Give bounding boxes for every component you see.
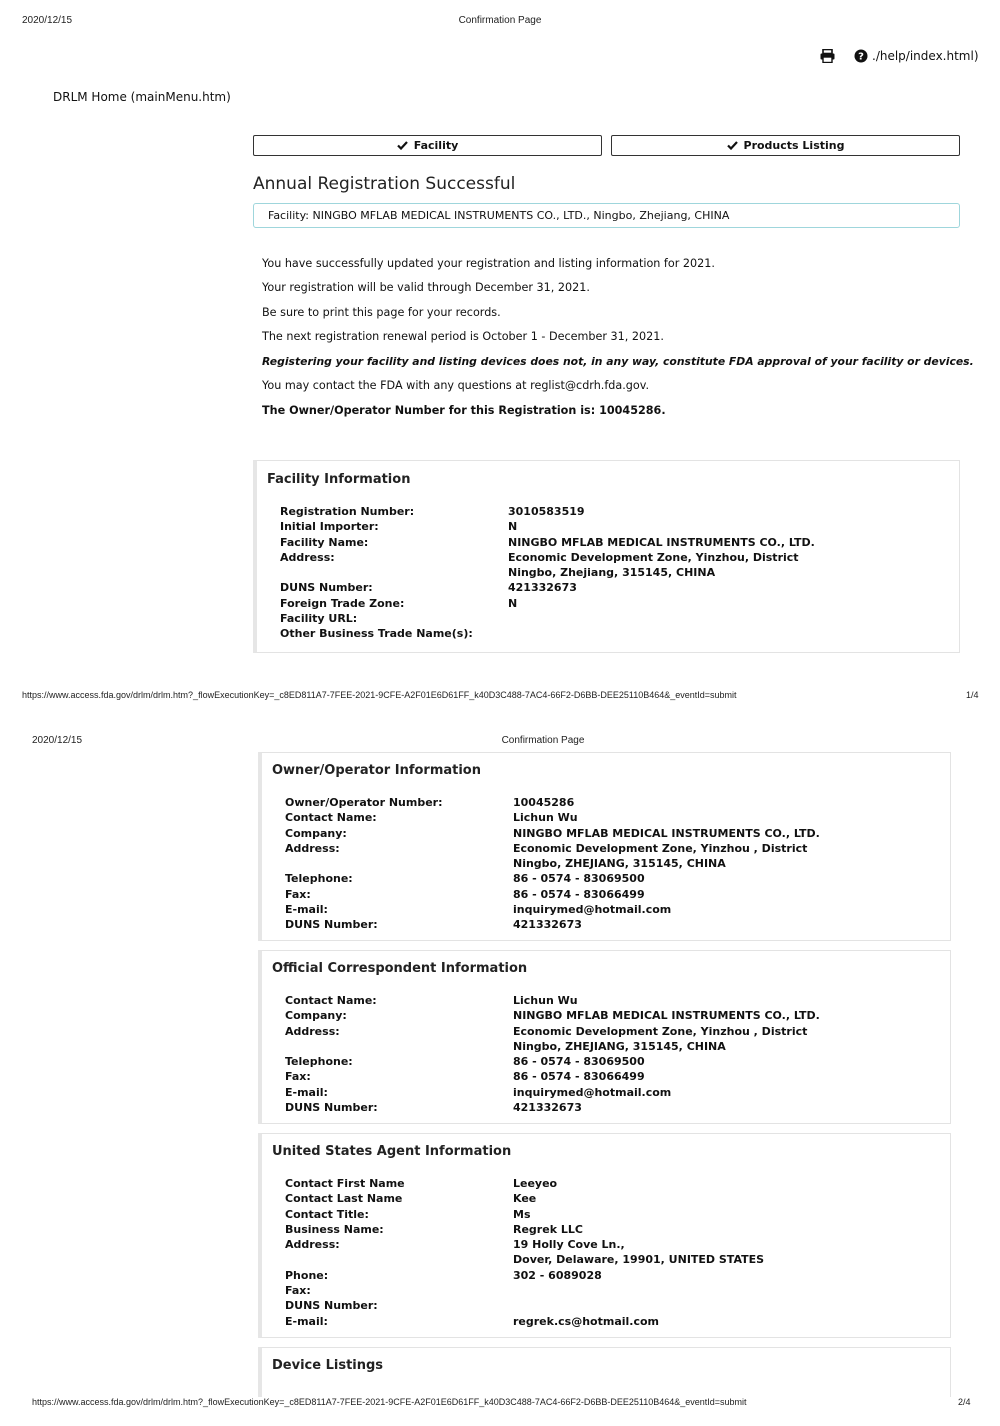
info-value: NINGBO MFLAB MEDICAL INSTRUMENTS CO., LTD. bbox=[513, 1009, 820, 1023]
info-label bbox=[280, 565, 508, 580]
info-value: inquirymed@hotmail.com bbox=[513, 1085, 672, 1099]
info-value: Economic Development Zone, Yinzhou , District bbox=[513, 841, 808, 855]
info-value: 86 - 0574 - 83066499 bbox=[513, 1070, 645, 1084]
print-button[interactable] bbox=[820, 49, 835, 63]
info-value: Ningbo, ZHEJIANG, 315145, CHINA bbox=[513, 1039, 726, 1053]
panel-title: Device Listings bbox=[272, 1358, 384, 1373]
help-link-label: ./help/index.html) bbox=[872, 49, 979, 63]
info-label: Foreign Trade Zone: bbox=[280, 596, 405, 610]
tab-products-listing[interactable] bbox=[611, 135, 960, 156]
print-icon bbox=[820, 49, 835, 63]
info-row bbox=[280, 565, 815, 580]
correspondent-info-rows bbox=[285, 993, 820, 1115]
info-row bbox=[285, 1283, 764, 1298]
info-label: Fax: bbox=[285, 1070, 311, 1084]
info-label: Address: bbox=[285, 1238, 340, 1252]
print-header-title: Confirmation Page bbox=[458, 15, 542, 26]
facility-alert bbox=[253, 203, 960, 228]
info-label: DUNS Number: bbox=[285, 1101, 378, 1115]
info-label: Contact Title: bbox=[285, 1207, 369, 1221]
info-row bbox=[285, 810, 820, 825]
print-footer-url: https://www.access.fda.gov/drlm/drlm.htm?_flowExecutionKey=_c8ED811A7-7FEE-2021-9CFE-A2F01E6D61FF_k40D3C488-7AC4-66F2-D6BB-DEE25110B464&_eventId=submit bbox=[22, 690, 737, 700]
owner-info-rows bbox=[285, 795, 820, 933]
tab-products-listing-label: Products Listing bbox=[743, 139, 845, 152]
info-row bbox=[285, 795, 820, 810]
info-label: Address: bbox=[280, 550, 335, 564]
info-value: Lichun Wu bbox=[513, 994, 578, 1007]
info-label: Registration Number: bbox=[280, 505, 415, 518]
print-header-date: 2020/12/15 bbox=[32, 735, 83, 746]
info-label: Telephone: bbox=[285, 1055, 353, 1069]
info-value: Lichun Wu bbox=[513, 811, 578, 825]
info-value: 302 - 6089028 bbox=[513, 1268, 602, 1282]
info-label: Company: bbox=[285, 1009, 347, 1023]
info-label: Contact Last Name bbox=[285, 1192, 403, 1206]
info-value: 10045286 bbox=[513, 796, 575, 809]
info-label: E-mail: bbox=[285, 903, 328, 917]
question-circle-icon bbox=[854, 49, 868, 63]
tab-facility-label: Facility bbox=[413, 139, 459, 152]
info-value: Ningbo, Zhejiang, 315145, CHINA bbox=[508, 566, 716, 580]
info-row bbox=[285, 1222, 764, 1237]
info-row bbox=[285, 917, 820, 932]
info-label: Contact Name: bbox=[285, 811, 377, 825]
info-label: Other Business Trade Name(s): bbox=[280, 627, 473, 641]
contact-message: You may contact the FDA with any questions at reglist@cdrh.fda.gov. bbox=[262, 379, 650, 392]
info-label bbox=[285, 1039, 513, 1054]
info-label: Contact Name: bbox=[285, 994, 377, 1007]
info-value: Ms bbox=[513, 1207, 531, 1221]
info-row bbox=[285, 1298, 764, 1313]
info-label: Fax: bbox=[285, 1284, 311, 1298]
info-row bbox=[280, 535, 815, 550]
info-row bbox=[285, 1039, 820, 1054]
info-row bbox=[285, 887, 820, 902]
info-label: DUNS Number: bbox=[285, 918, 378, 932]
agent-info-rows bbox=[285, 1176, 764, 1329]
info-row bbox=[285, 1237, 764, 1252]
info-label: Contact First Name bbox=[285, 1177, 405, 1190]
info-label: Fax: bbox=[285, 887, 311, 901]
info-label: Telephone: bbox=[285, 872, 353, 886]
info-value: NINGBO MFLAB MEDICAL INSTRUMENTS CO., LTD. bbox=[513, 826, 820, 840]
tab-facility[interactable] bbox=[253, 135, 602, 156]
print-footer-page: 2/4 bbox=[958, 1397, 971, 1407]
renewal-period-message: The next registration renewal period is October 1 - December 31, 2021. bbox=[262, 330, 664, 343]
info-value: N bbox=[508, 596, 518, 610]
info-row bbox=[285, 993, 820, 1008]
info-row bbox=[285, 902, 820, 917]
info-label: Facility URL: bbox=[280, 612, 358, 626]
info-value: Economic Development Zone, Yinzhou, District bbox=[508, 550, 799, 564]
info-value: Ningbo, ZHEJIANG, 315145, CHINA bbox=[513, 857, 726, 871]
print-header-title: Confirmation Page bbox=[501, 735, 585, 746]
info-row bbox=[285, 1008, 820, 1023]
info-value: N bbox=[508, 520, 518, 534]
info-row bbox=[285, 1024, 820, 1039]
info-label: Company: bbox=[285, 826, 347, 840]
svg-text:?: ? bbox=[858, 51, 864, 63]
info-value: 421332673 bbox=[508, 581, 577, 595]
info-label: Owner/Operator Number: bbox=[285, 796, 443, 809]
info-value: 86 - 0574 - 83069500 bbox=[513, 872, 645, 886]
valid-through-message: Your registration will be valid through December 31, 2021. bbox=[262, 281, 590, 294]
facility-information-panel bbox=[253, 460, 960, 653]
info-value: 19 Holly Cove Ln., bbox=[513, 1238, 625, 1252]
info-row bbox=[285, 1191, 764, 1206]
panel-title: Owner/Operator Information bbox=[272, 763, 481, 778]
info-row bbox=[285, 1314, 764, 1329]
info-row bbox=[280, 596, 815, 611]
check-icon bbox=[727, 141, 738, 150]
info-row bbox=[285, 1207, 764, 1222]
print-footer-url: https://www.access.fda.gov/drlm/drlm.htm?_flowExecutionKey=_c8ED811A7-7FEE-2021-9CFE-A2F01E6D61FF_k40D3C488-7AC4-66F2-D6BB-DEE25110B464&_eventId=submit bbox=[32, 1397, 747, 1407]
panel-title: Official Correspondent Information bbox=[272, 961, 528, 976]
info-label: DUNS Number: bbox=[285, 1299, 378, 1313]
print-header-date: 2020/12/15 bbox=[22, 15, 73, 26]
info-label: Business Name: bbox=[285, 1222, 384, 1236]
info-row bbox=[285, 1085, 820, 1100]
info-row bbox=[280, 519, 815, 534]
info-value: inquirymed@hotmail.com bbox=[513, 903, 672, 917]
owner-operator-message: The Owner/Operator Number for this Registration is: 10045286. bbox=[262, 404, 666, 417]
info-value: 421332673 bbox=[513, 918, 582, 932]
info-value: Dover, Delaware, 19901, UNITED STATES bbox=[513, 1253, 765, 1267]
info-row bbox=[285, 1268, 764, 1283]
info-value: 421332673 bbox=[513, 1101, 582, 1115]
info-row bbox=[280, 626, 815, 641]
info-row bbox=[280, 504, 815, 519]
info-row bbox=[285, 1054, 820, 1069]
disclaimer-message: Registering your facility and listing devices does not, in any way, constitute FDA approval of your facility or devices. bbox=[262, 355, 974, 368]
info-value: 86 - 0574 - 83069500 bbox=[513, 1055, 645, 1069]
print-footer-page: 1/4 bbox=[966, 690, 979, 700]
home-link[interactable]: DRLM Home (mainMenu.htm) bbox=[53, 90, 231, 104]
info-value: regrek.cs@hotmail.com bbox=[513, 1314, 659, 1328]
info-label: Address: bbox=[285, 841, 340, 855]
print-reminder-message: Be sure to print this page for your records. bbox=[262, 306, 501, 319]
help-link[interactable] bbox=[854, 49, 979, 63]
info-label: E-mail: bbox=[285, 1085, 328, 1099]
info-row bbox=[285, 856, 820, 871]
device-listings-panel bbox=[258, 1347, 951, 1397]
info-row bbox=[280, 580, 815, 595]
info-value: 3010583519 bbox=[508, 505, 585, 518]
info-label: DUNS Number: bbox=[280, 581, 373, 595]
info-value: Kee bbox=[513, 1192, 537, 1206]
page-title: Annual Registration Successful bbox=[253, 174, 516, 194]
info-row bbox=[280, 550, 815, 565]
info-row bbox=[285, 1100, 820, 1115]
info-row bbox=[280, 611, 815, 626]
info-label: E-mail: bbox=[285, 1314, 328, 1328]
info-label: Address: bbox=[285, 1024, 340, 1038]
info-label bbox=[285, 856, 513, 871]
info-row bbox=[285, 826, 820, 841]
info-value: NINGBO MFLAB MEDICAL INSTRUMENTS CO., LTD. bbox=[508, 535, 815, 549]
info-row bbox=[285, 841, 820, 856]
panel-title: Facility Information bbox=[267, 472, 411, 487]
info-label: Facility Name: bbox=[280, 535, 369, 549]
official-correspondent-panel bbox=[258, 950, 951, 1124]
info-row bbox=[285, 1176, 764, 1191]
info-value: 86 - 0574 - 83066499 bbox=[513, 887, 645, 901]
check-icon bbox=[397, 141, 408, 150]
info-label: Phone: bbox=[285, 1268, 329, 1282]
info-label bbox=[285, 1252, 513, 1267]
info-row bbox=[285, 871, 820, 886]
owner-operator-panel bbox=[258, 752, 951, 941]
info-value: Leeyeo bbox=[513, 1177, 558, 1190]
info-label: Initial Importer: bbox=[280, 520, 379, 534]
success-message: You have successfully updated your registration and listing information for 2021. bbox=[262, 257, 715, 270]
us-agent-panel bbox=[258, 1133, 951, 1338]
info-value: Economic Development Zone, Yinzhou , District bbox=[513, 1024, 808, 1038]
facility-info-rows bbox=[280, 504, 815, 642]
info-value: Regrek LLC bbox=[513, 1222, 583, 1236]
facility-alert-text: Facility: NINGBO MFLAB MEDICAL INSTRUMENTS CO., LTD., Ningbo, Zhejiang, CHINA bbox=[268, 209, 730, 222]
info-row bbox=[285, 1069, 820, 1084]
info-row bbox=[285, 1252, 764, 1267]
panel-title: United States Agent Information bbox=[272, 1144, 512, 1159]
